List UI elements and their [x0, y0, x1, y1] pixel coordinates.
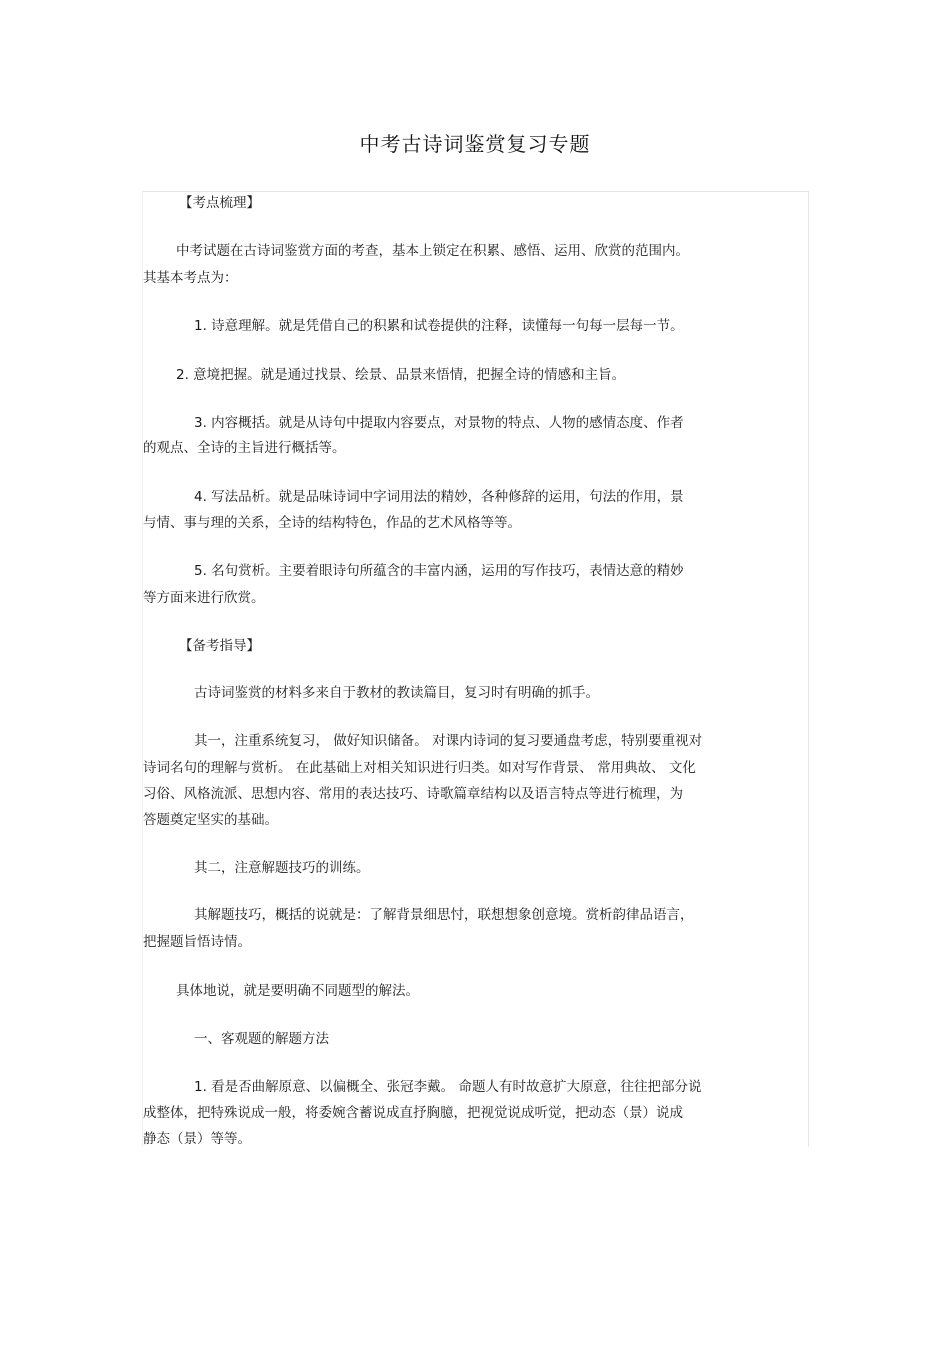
text-line: 3. 内容概括。就是从诗句中提取内容要点，对景物的特点、人物的感情态度、作者 — [194, 415, 684, 431]
text-line: 习俗、风格流派、思想内容、常用的表达技巧、诗歌篇章结构以及语言特点等进行梳理，为 — [143, 786, 683, 802]
text-line: 2. 意境把握。就是通过找景、绘景、品景来悟情，把握全诗的情感和主旨。 — [176, 367, 626, 383]
text-line: 【考点梳理】 — [179, 195, 260, 211]
text-line: 其二，注意解题技巧的训练。 — [194, 860, 370, 876]
text-line: 答题奠定坚实的基础。 — [143, 812, 278, 828]
text-line: 一、客观题的解题方法 — [194, 1031, 329, 1047]
text-line: 1. 诗意理解。就是凭借自己的积累和试卷提供的注释，读懂每一句每一层每一节。 — [194, 318, 684, 334]
text-line: 成整体，把特殊说成一般，将委婉含蓄说成直抒胸臆，把视觉说成听觉，把动态（景）说成 — [143, 1105, 683, 1121]
text-line: 与情、事与理的关系，全诗的结构特色，作品的艺术风格等等。 — [143, 515, 521, 531]
text-line: 4. 写法品析。就是品味诗词中字词用法的精妙，各种修辞的运用，句法的作用，景 — [194, 489, 684, 505]
document-title: 中考古诗词鉴赏复习专题 — [359, 132, 591, 156]
text-line: 其一，注重系统复习， 做好知识储备。 对课内诗词的复习要通盘考虑，特别要重视对 — [194, 733, 703, 749]
text-line: 诗词名句的理解与赏析。 在此基础上对相关知识进行归类。如对写作背景、 常用典故、 文化 — [143, 760, 696, 776]
text-line: 【备考指导】 — [179, 638, 260, 654]
text-line: 其解题技巧，概括的说就是：了解背景细思忖，联想想象创意境。赏析韵律品语言， — [194, 907, 694, 923]
text-line: 古诗词鉴赏的材料多来自于教材的教读篇目，复习时有明确的抓手。 — [194, 685, 599, 701]
text-line: 中考试题在古诗词鉴赏方面的考查，基本上锁定在积累、感悟、运用、欣赏的范围内。 — [176, 243, 689, 259]
text-line: 把握题旨悟诗情。 — [143, 934, 251, 950]
text-line: 具体地说，就是要明确不同题型的解法。 — [176, 983, 419, 999]
text-line: 1. 看是否曲解原意、以偏概全、张冠李戴。 命题人有时故意扩大原意，往往把部分说 — [194, 1079, 702, 1095]
text-line: 5. 名句赏析。主要着眼诗句所蕴含的丰富内涵，运用的写作技巧，表情达意的精妙 — [194, 563, 684, 579]
text-line: 的观点、全诗的主旨进行概括等。 — [143, 440, 346, 456]
text-line: 等方面来进行欣赏。 — [143, 590, 265, 606]
text-line: 静态（景）等等。 — [143, 1131, 251, 1147]
text-line: 其基本考点为： — [143, 270, 238, 286]
